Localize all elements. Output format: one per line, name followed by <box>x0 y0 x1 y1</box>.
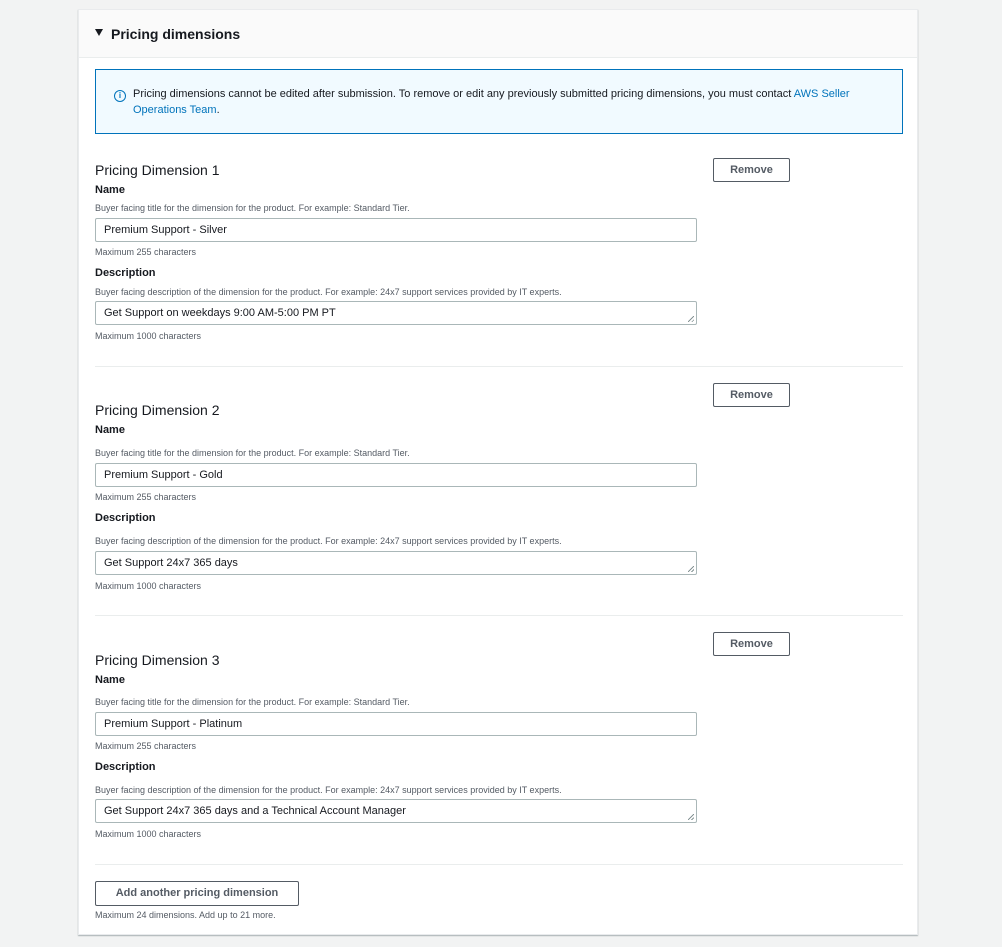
alert-suffix: . <box>216 104 220 116</box>
divider <box>95 366 903 367</box>
description-label: Description <box>95 761 156 773</box>
name-input[interactable]: Premium Support - Silver <box>95 218 697 242</box>
name-label: Name <box>95 184 125 196</box>
remove-dimension-button[interactable]: Remove <box>713 632 790 656</box>
remove-dimension-button[interactable]: Remove <box>713 383 790 407</box>
dimension-title: Pricing Dimension 1 <box>95 162 220 178</box>
caret-down-icon[interactable] <box>95 29 103 36</box>
description-value: Get Support on weekdays 9:00 AM-5:00 PM PT <box>104 307 336 319</box>
add-pricing-dimension-button[interactable]: Add another pricing dimension <box>95 881 299 906</box>
name-hint: Buyer facing title for the dimension for the product. For example: Standard Tier. <box>95 448 410 458</box>
description-textarea[interactable] <box>95 301 697 325</box>
description-textarea[interactable] <box>95 551 697 575</box>
name-label: Name <box>95 674 125 686</box>
name-constraint: Maximum 255 characters <box>95 247 197 257</box>
section-header[interactable] <box>79 10 917 58</box>
divider <box>95 864 903 865</box>
dimension-title: Pricing Dimension 2 <box>95 402 220 418</box>
description-label: Description <box>95 512 156 524</box>
description-textarea[interactable] <box>95 799 697 823</box>
description-value: Get Support 24x7 365 days and a Technical Account Manager <box>104 805 406 817</box>
seller-operations-link[interactable]: AWS Seller Operations Team <box>133 88 850 116</box>
description-constraint: Maximum 1000 characters <box>95 581 202 591</box>
dimension-title: Pricing Dimension 3 <box>95 652 220 668</box>
name-hint: Buyer facing title for the dimension for the product. For example: Standard Tier. <box>95 697 410 707</box>
name-label: Name <box>95 424 125 436</box>
resize-handle-icon[interactable] <box>688 316 694 322</box>
divider <box>95 615 903 616</box>
remove-dimension-button[interactable]: Remove <box>713 158 790 182</box>
description-hint: Buyer facing description of the dimension for the product. For example: 24x7 support services provided by IT experts. <box>95 785 562 795</box>
info-icon: i <box>114 90 126 102</box>
resize-handle-icon[interactable] <box>688 814 694 820</box>
section-title: Pricing dimensions <box>111 26 241 42</box>
description-constraint: Maximum 1000 characters <box>95 331 202 341</box>
description-hint: Buyer facing description of the dimension for the product. For example: 24x7 support services provided by IT experts. <box>95 536 562 546</box>
dimension-limit-hint: Maximum 24 dimensions. Add up to 21 more. <box>95 910 276 920</box>
name-hint: Buyer facing title for the dimension for the product. For example: Standard Tier. <box>95 203 410 213</box>
name-constraint: Maximum 255 characters <box>95 492 197 502</box>
description-value: Get Support 24x7 365 days <box>104 557 238 569</box>
alert-text <box>133 86 888 118</box>
name-input[interactable]: Premium Support - Gold <box>95 463 697 487</box>
name-constraint: Maximum 255 characters <box>95 741 197 751</box>
pricing-dimensions-panel <box>78 9 918 935</box>
description-constraint: Maximum 1000 characters <box>95 829 202 839</box>
description-label: Description <box>95 267 156 279</box>
info-alert <box>95 69 903 134</box>
alert-message: Pricing dimensions cannot be edited after submission. To remove or edit any previously submitted pricing dimensions, you must contact <box>133 88 794 100</box>
description-hint: Buyer facing description of the dimension for the product. For example: 24x7 support services provided by IT experts. <box>95 287 562 297</box>
resize-handle-icon[interactable] <box>688 566 694 572</box>
name-input[interactable]: Premium Support - Platinum <box>95 712 697 736</box>
